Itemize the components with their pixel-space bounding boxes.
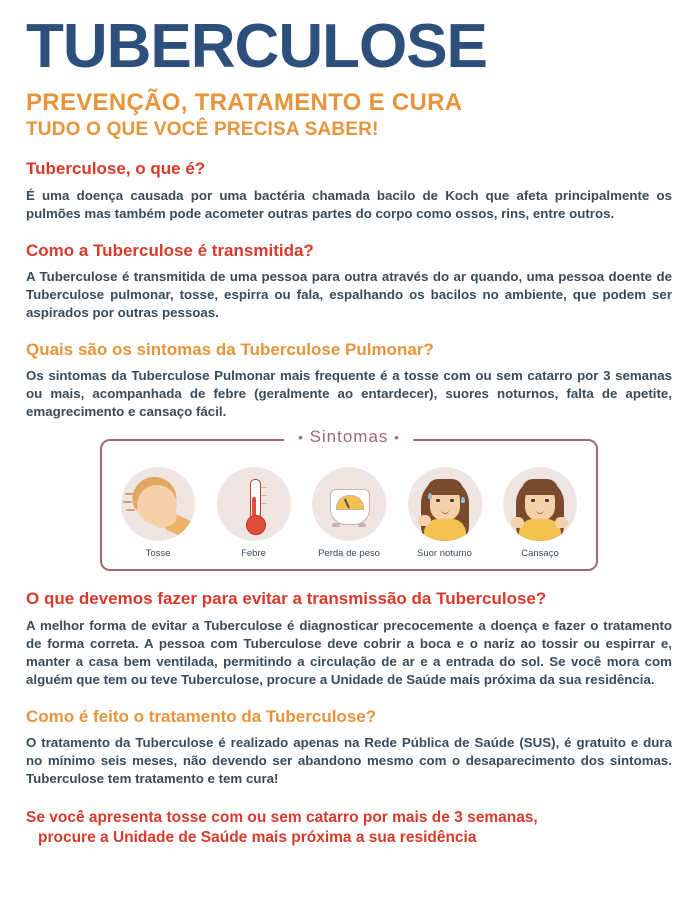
bullet-dot-icon: • [298,429,304,445]
section-body: Os sintomas da Tuberculose Pulmonar mais frequente é a tosse com ou sem catarro por 3 semanas ou mais, acompanhada de febre (geralmente ao entardecer), suores noturnos, falta de apetite, emagrecimento e cansaço fácil. [26,368,672,420]
thermometer-icon [217,467,291,541]
symptom-item [401,467,489,559]
section-what-is [26,159,672,222]
footer-line-2: procure a Unidade de Saúde mais próxima a sua residência [38,828,477,846]
poster-page [0,12,698,916]
section-body: A melhor forma de evitar a Tuberculose é diagnosticar precocemente a doença e fazer o tratamento de forma correta. A pessoa com Tuberculose deve cobrir a boca e o nariz ao tossir ou espirrar e, manter a casa bem ventilada, permitindo a circulação de ar e a entrada do sol. Se você mora com alguém que tem ou teve Tuberculose, procure a Unidade de Saúde mais próxima da sua residência. [26,617,672,687]
bullet-dot-icon: • [394,429,400,445]
cough-icon [121,467,195,541]
section-heading: Como a Tuberculose é transmitida? [26,240,314,260]
symptom-label: Perda de peso [318,547,380,559]
page-subtitle-secondary: TUDO O QUE VOCÊ PRECISA SABER! [26,119,379,141]
symptom-item [114,467,202,559]
symptom-item [496,467,584,559]
section-heading: O que devemos fazer para evitar a transmissão da Tuberculose? [26,589,547,609]
section-symptoms [26,340,672,421]
symptoms-panel-title: Sintomas [309,426,389,446]
section-heading: Quais são os sintomas da Tuberculose Pulmonar? [26,339,434,359]
section-body: O tratamento da Tuberculose é realizado apenas na Rede Pública de Saúde (SUS), é gratuito e dura no mínimo seis meses, não devendo ser abandono mesmo com o desaparecimento dos sintomas. Tuberculose tem tratamento e tem cura! [26,734,672,786]
section-heading: Tuberculose, o que é? [26,159,206,179]
tired-face-icon [503,467,577,541]
footer-line-1: Se você apresenta tosse com ou sem catarro por mais de 3 semanas, [26,808,538,826]
section-heading: Como é feito o tratamento da Tuberculose? [26,706,377,726]
section-transmission [26,241,672,322]
symptoms-panel-label [284,427,413,447]
footer-call-to-action [26,808,672,848]
symptom-label: Febre [241,547,266,559]
symptom-item [210,467,298,559]
weight-scale-icon [312,467,386,541]
night-sweat-icon [408,467,482,541]
page-subtitle: PREVENÇÃO, TRATAMENTO E CURA [26,89,463,116]
symptom-label: Tosse [145,547,171,559]
section-body: A Tuberculose é transmitida de uma pessoa para outra através do ar quando, uma pessoa doente de Tuberculose pulmonar, tosse, espirra ou fala, espalhando os bacilos no ambiente, que podem ser aspirados por outras pessoas. [26,268,672,320]
symptoms-panel [100,426,598,571]
symptom-label: Cansaço [521,547,559,559]
section-prevention [26,589,672,688]
symptom-item [305,467,393,559]
symptom-label: Suor noturno [417,547,472,559]
section-treatment [26,707,672,788]
page-title: TUBERCULOSE [26,12,487,81]
section-body: É uma doença causada por uma bactéria chamada bacilo de Koch que afeta principalmente os pulmões mas também pode acometer outras partes do corpo como ossos, rins, entre outros. [26,187,672,221]
